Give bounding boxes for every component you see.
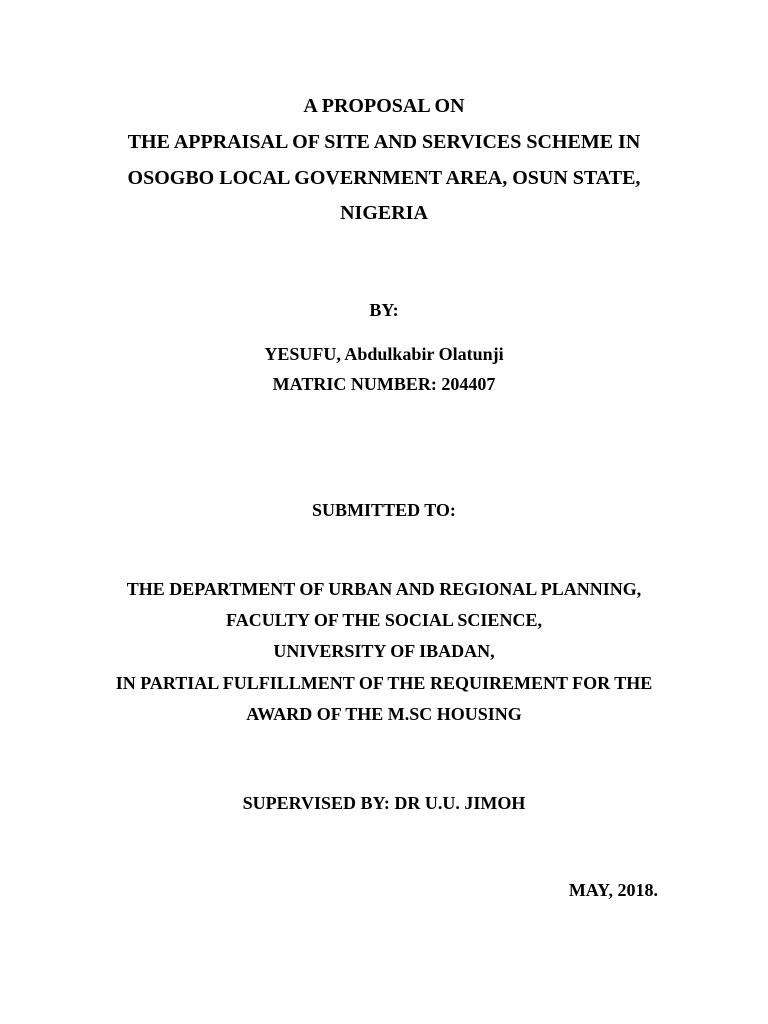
submission-line-5: AWARD OF THE M.SC HOUSING [246, 704, 522, 724]
matric-number: MATRIC NUMBER: 204407 [272, 374, 496, 394]
date-line: MAY, 2018. [568, 880, 658, 900]
title-line-1: A PROPOSAL ON [303, 95, 465, 117]
author-name: YESUFU, Abdulkabir Olatunji [264, 344, 504, 364]
submission-line-1: THE DEPARTMENT OF URBAN AND REGIONAL PLANNING, [126, 579, 642, 599]
submitted-to-label: SUBMITTED TO: [312, 500, 456, 520]
submission-line-2: FACULTY OF THE SOCIAL SCIENCE, [226, 610, 542, 630]
by-label: BY: [369, 300, 399, 320]
title-line-2: THE APPRAISAL OF SITE AND SERVICES SCHEME IN [127, 131, 641, 153]
supervisor-line: SUPERVISED BY: DR U.U. JIMOH [242, 793, 526, 813]
submission-line-3: UNIVERSITY OF IBADAN, [273, 641, 495, 661]
title-line-4: NIGERIA [340, 202, 428, 224]
submission-line-4: IN PARTIAL FULFILLMENT OF THE REQUIREMENT FOR THE [115, 673, 653, 693]
title-line-3: OSOGBO LOCAL GOVERNMENT AREA, OSUN STATE, [127, 167, 641, 189]
